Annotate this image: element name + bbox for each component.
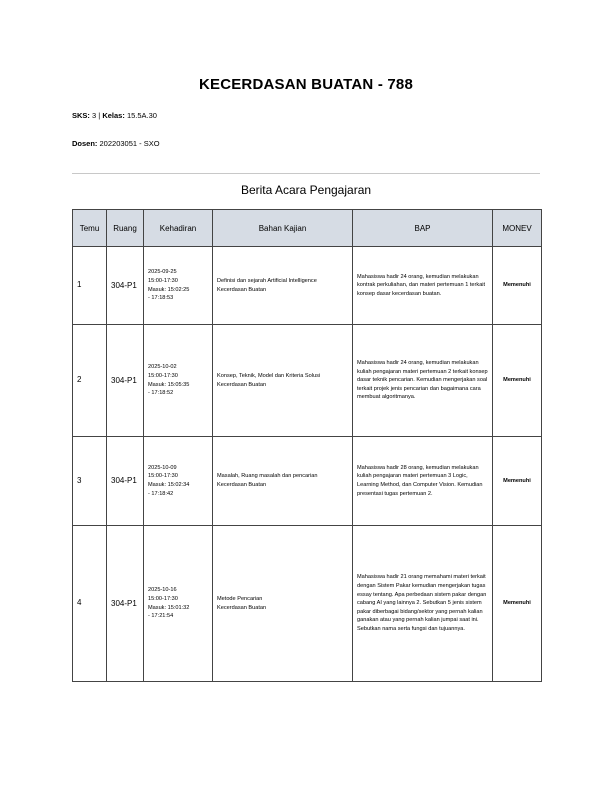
meta-separator: | [98,111,101,120]
lecturer-meta [72,139,160,148]
cell-bap: Mahasiswa hadir 28 orang, kemudian melakukan kuliah pengajaran materi pertemuan 3 Logic, Learning Method, dan Computer Vision. Kemudian presentasi tugas pertemuan 2. [353,437,493,526]
check-in: Masuk: 15:05:35 [148,381,190,388]
check-out: - 17:21:54 [148,613,174,620]
cell-monev: Memenuhi [493,526,542,682]
check-in: Masuk: 15:02:34 [148,482,190,488]
kelas-value: 15.5A.30 [126,111,157,120]
time: 15:00-17:30 [148,372,178,379]
cell-kehadiran [144,247,213,325]
cell-bap: Mahasiswa hadir 24 orang, kemudian melakukan kontrak perkuliahan, dan materi pertemuan 1 terkait konsep dasar kecerdasan buatan. [353,247,493,325]
dosen-label: Dosen: [72,139,98,148]
cell-ruang: 304-P1 [107,437,144,526]
course-name: Kecerdasan Buatan [217,381,267,388]
check-out: - 17:18:52 [148,390,174,397]
cell-kehadiran [144,325,213,437]
date: 2025-10-02 [148,364,177,371]
cell-monev: Memenuhi [493,247,542,325]
cell-bahan-kajian [213,247,353,325]
course-title: KECERDASAN BUATAN - 788 [198,76,414,93]
section-title: Berita Acara Pengajaran [240,183,372,197]
header-monev: MONEV [493,210,542,247]
table-header-row [73,210,542,247]
header-bahan-kajian: Bahan Kajian [213,210,353,247]
date: 2025-10-09 [148,464,177,471]
time: 15:00-17:30 [148,595,178,602]
check-in: Masuk: 15:01:32 [148,604,190,611]
date: 2025-09-25 [148,269,177,276]
cell-bahan-kajian [213,526,353,682]
cell-ruang: 304-P1 [107,247,144,325]
cell-temu: 4 [73,526,107,682]
course-name: Kecerdasan Buatan [217,286,267,293]
course-name: Kecerdasan Buatan [217,482,267,488]
divider [72,173,540,174]
cell-temu: 1 [73,247,107,325]
kelas-label: Kelas: [102,111,125,120]
cell-bap: Mahasiswa hadir 24 orang, kemudian melakukan kuliah pengajaran materi pertemuan 2 terkait konsep dasar teknik pencarian. Kemudian mengerjakan soal terkait projek jenis pencarian dan bagaimana cara membuat algoritmanya. [353,325,493,437]
header-bap: BAP [353,210,493,247]
table-row [73,247,542,325]
date: 2025-10-16 [148,587,177,594]
cell-monev: Memenuhi [493,325,542,437]
topic: Definisi dan sejarah Artificial Intelligence [217,277,317,284]
time: 15:00-17:30 [148,473,178,480]
cell-temu: 2 [73,325,107,437]
cell-kehadiran [144,526,213,682]
cell-ruang: 304-P1 [107,526,144,682]
cell-bahan-kajian [213,437,353,526]
cell-bahan-kajian [213,325,353,437]
cell-bap: Mahasiswa hadir 21 orang memahami materi terkait dengan Sistem Pakar kemudian mengerjakan tugas essay tentang. Apa perbedaan sistem pakar dengan cabang AI yang lainnya 2. Sebutkan 5 jenis sistem pakar diberbagai bidang/sektor yang pernah kalian ganakan atau yang pernah kalian jumpai saat ini. Sebutkan nama serta fungsi dan tujuannya. [353,526,493,682]
table-row [73,526,542,682]
header-ruang: Ruang [107,210,144,247]
cell-temu: 3 [73,437,107,526]
topic: Metode Pencarian [217,595,263,602]
topic: Konsep, Teknik, Model dan Kriteria Solusi [217,372,321,379]
check-out: - 17:18:42 [148,490,174,497]
course-name: Kecerdasan Buatan [217,604,267,611]
cell-kehadiran [144,437,213,526]
check-in: Masuk: 15:02:25 [148,286,190,293]
dosen-value: 202203051 - SXO [99,139,160,148]
sks-value: 3 [92,111,97,120]
header-temu: Temu [73,210,107,247]
table-row [73,325,542,437]
cell-monev: Memenuhi [493,437,542,526]
teaching-record-table [72,209,542,682]
course-meta [72,111,157,120]
header-kehadiran: Kehadiran [144,210,213,247]
table-row [73,437,542,526]
cell-ruang: 304-P1 [107,325,144,437]
sks-label: SKS: [72,111,90,120]
topic: Masalah, Ruang masalah dan pencarian [217,473,318,480]
time: 15:00-17:30 [148,277,178,284]
check-out: - 17:18:53 [148,295,174,302]
